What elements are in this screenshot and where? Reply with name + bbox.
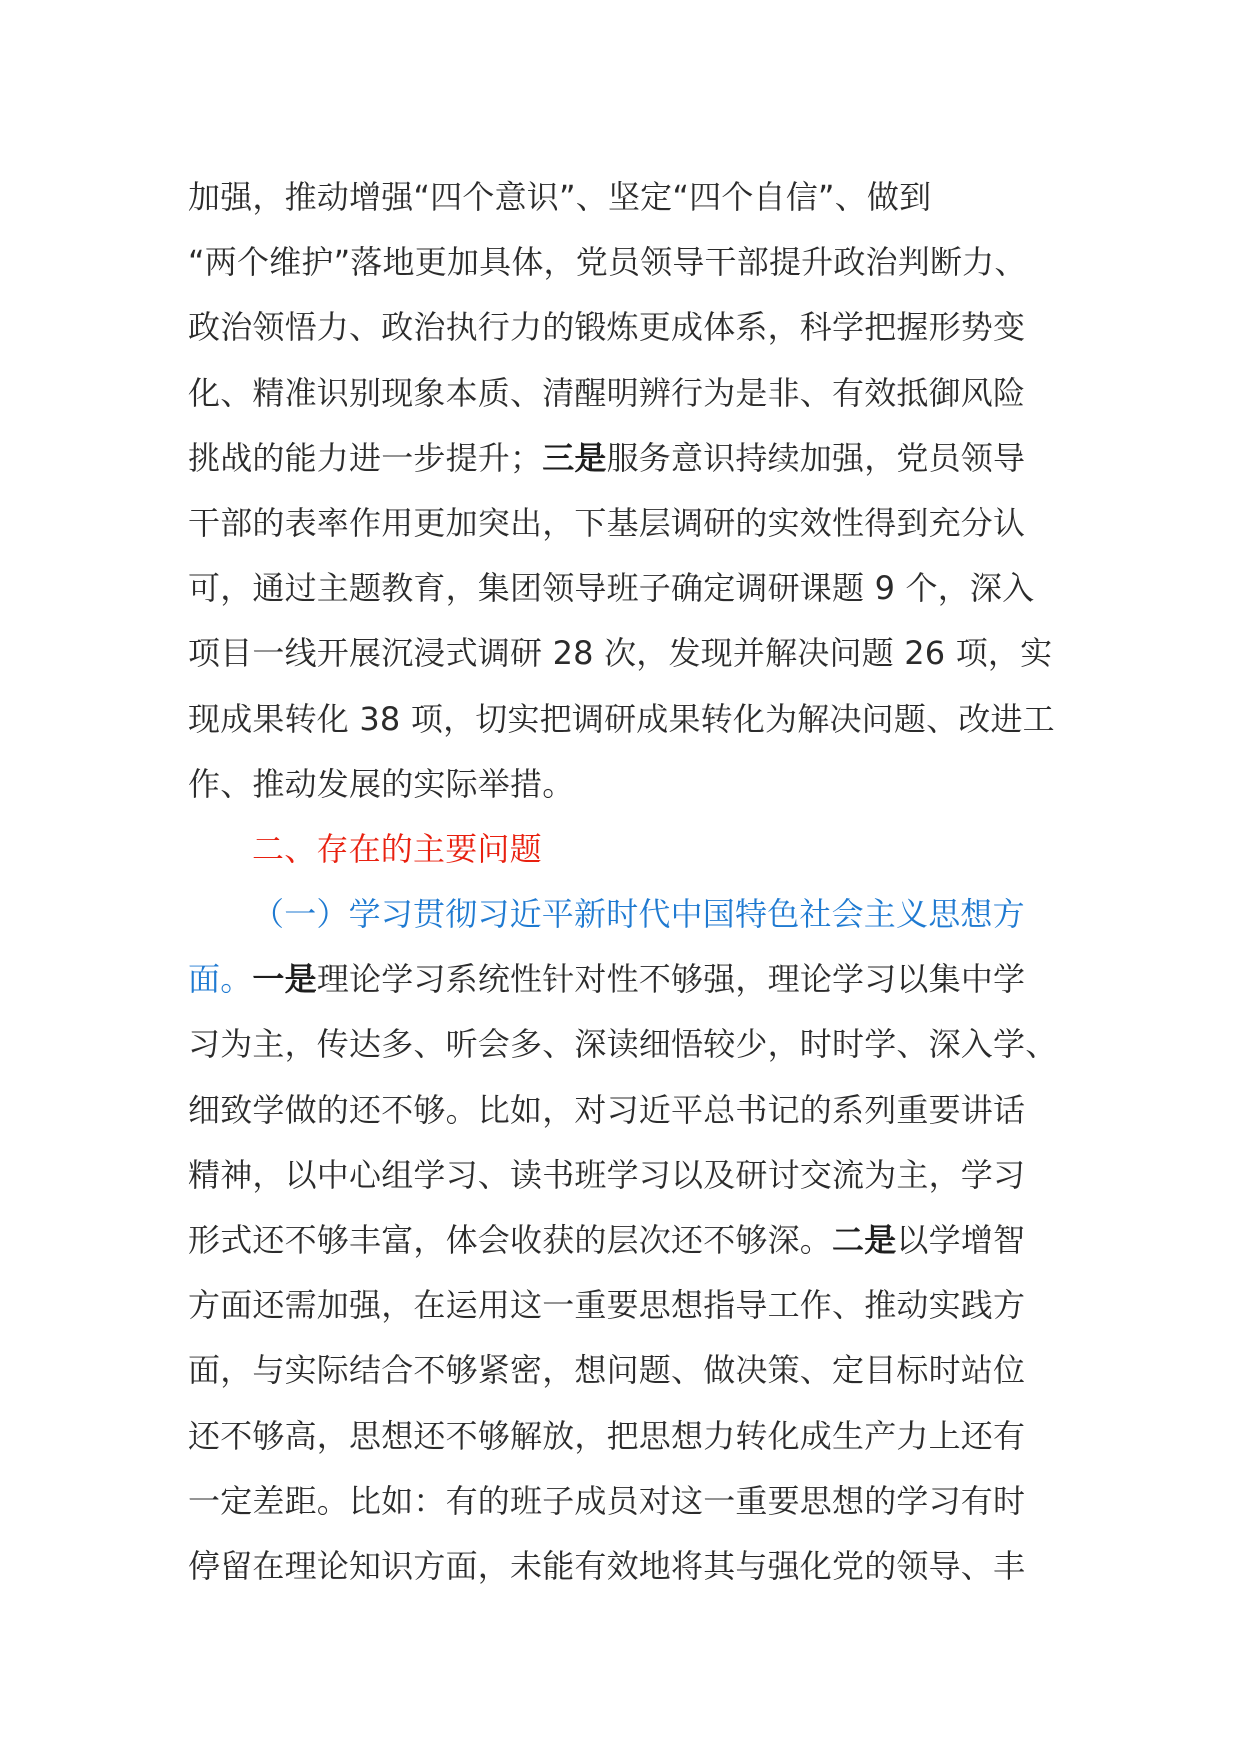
- text-line: [188, 1273, 1068, 1338]
- text-segment: 方面还需加强，在运用这一重要思想指导工作、推动实践方: [188, 1286, 1026, 1325]
- text-segment: 习为主，传达多、听会多、深读细悟较少，时时学、深入学、: [188, 1025, 1058, 1064]
- text-line: [188, 556, 1068, 621]
- section-heading: 二、存在的主要问题: [252, 829, 542, 868]
- text-line: [188, 426, 1068, 491]
- text-line: [188, 687, 1068, 752]
- text-segment: 项目一线开展沉浸式调研 28 次，发现并解决问题 26 项，实: [188, 634, 1053, 673]
- text-segment: 作、推动发展的实际举措。: [188, 764, 575, 803]
- text-line: [188, 817, 1068, 882]
- text-line: [188, 1078, 1068, 1143]
- text-line: [188, 1404, 1068, 1469]
- text-line: [188, 1534, 1068, 1599]
- text-segment: 服务意识持续加强，党员领导: [606, 438, 1026, 477]
- text-line: [188, 230, 1068, 295]
- text-line: [188, 295, 1068, 360]
- subsection-heading: 面。: [188, 960, 253, 999]
- text-segment: 化、精准识别现象本质、清醒明辨行为是非、有效抵御风险: [188, 373, 1026, 412]
- text-segment: 以学增智: [896, 1221, 1026, 1259]
- text-line: [188, 752, 1068, 817]
- text-segment: 可，通过主题教育，集团领导班子确定调研课题 9 个，深入: [188, 569, 1035, 608]
- text-line: [188, 621, 1068, 686]
- text-segment: 面，与实际结合不够紧密，想问题、做决策、定目标时站位: [188, 1351, 1026, 1390]
- text-segment: 理论学习系统性针对性不够强，理论学习以集中学: [316, 960, 1026, 999]
- text-line: [188, 1208, 1068, 1273]
- text-segment: 现成果转化 38 项，切实把调研成果转化为解决问题、改进工: [188, 699, 1055, 738]
- bold-lead-phrase: 二是: [832, 1221, 897, 1259]
- text-line: [188, 1143, 1068, 1208]
- text-segment: 一定差距。比如：有的班子成员对这一重要思想的学习有时: [188, 1481, 1026, 1520]
- text-line: [188, 947, 1068, 1012]
- text-segment: 还不够高，思想还不够解放，把思想力转化成生产力上还有: [188, 1416, 1026, 1455]
- text-segment: 加强，推动增强“四个意识”、坚定“四个自信”、做到: [188, 178, 932, 216]
- text-segment: 形式还不够丰富，体会收获的层次还不够深。: [188, 1221, 833, 1259]
- text-segment: 挑战的能力进一步提升；: [188, 438, 543, 477]
- document-body: [188, 165, 1068, 1599]
- text-segment: 停留在理论知识方面，未能有效地将其与强化党的领导、丰: [188, 1546, 1026, 1585]
- text-segment: 精神，以中心组学习、读书班学习以及研讨交流为主，学习: [188, 1155, 1026, 1194]
- bold-lead-phrase: 一是: [252, 960, 317, 999]
- text-segment: 政治领悟力、政治执行力的锻炼更成体系，科学把握形势变: [188, 308, 1026, 347]
- text-line: [188, 882, 1068, 947]
- subsection-heading: （一）学习贯彻习近平新时代中国特色社会主义思想方: [252, 895, 1025, 934]
- text-line: [188, 361, 1068, 426]
- text-line: [188, 1469, 1068, 1534]
- text-line: [188, 491, 1068, 556]
- text-segment: 干部的表率作用更加突出，下基层调研的实效性得到充分认: [188, 503, 1026, 542]
- text-line: [188, 1012, 1068, 1077]
- bold-lead-phrase: 三是: [542, 438, 607, 477]
- text-segment: 细致学做的还不够。比如，对习近平总书记的系列重要讲话: [188, 1090, 1026, 1129]
- text-line: [188, 165, 1068, 230]
- text-line: [188, 1338, 1068, 1403]
- text-segment: “两个维护”落地更加具体，党员领导干部提升政治判断力、: [188, 243, 1027, 282]
